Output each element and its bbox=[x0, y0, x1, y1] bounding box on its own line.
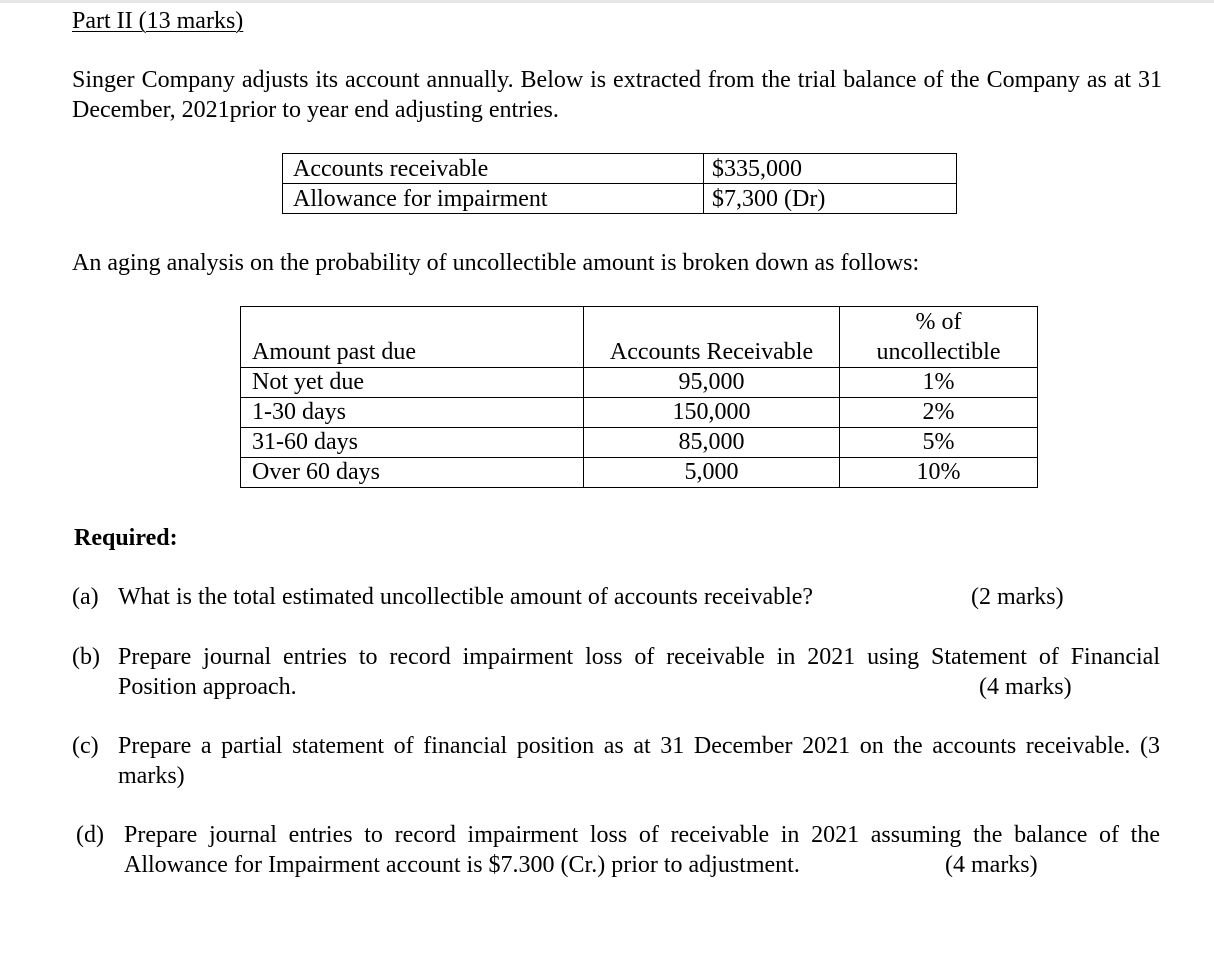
table-row bbox=[241, 398, 1038, 428]
ar-amount-cell: 85,000 bbox=[584, 428, 840, 458]
question-marks: (4 marks) bbox=[945, 852, 1038, 878]
question-d bbox=[72, 820, 1164, 880]
question-c bbox=[72, 731, 1164, 791]
question-label: (d) bbox=[76, 822, 104, 848]
aging-bucket-cell: 31-60 days bbox=[241, 428, 584, 458]
required-heading: Required: bbox=[74, 525, 178, 551]
header-pct-uncollectible bbox=[840, 307, 1038, 368]
header-amount-past-due: Amount past due bbox=[241, 307, 584, 368]
question-text: Prepare journal entries to record impairment loss of receivable in 2021 using Statement of Financial Position approach. bbox=[118, 644, 1160, 700]
aging-bucket-cell: Not yet due bbox=[241, 368, 584, 398]
question-label: (a) bbox=[72, 584, 99, 610]
header-pct-line1: % of bbox=[915, 309, 962, 335]
top-divider bbox=[0, 0, 1214, 3]
question-text: Prepare a partial statement of financial position as at 31 December 2021 on the accounts receivable. (3 marks) bbox=[118, 733, 1160, 789]
pct-cell: 10% bbox=[840, 458, 1038, 488]
question-label: (b) bbox=[72, 644, 100, 670]
account-amount-cell: $335,000 bbox=[704, 154, 957, 184]
pct-cell: 1% bbox=[840, 368, 1038, 398]
ar-amount-cell: 95,000 bbox=[584, 368, 840, 398]
account-name-cell: Allowance for impairment bbox=[283, 184, 704, 214]
question-text: What is the total estimated uncollectible amount of accounts receivable? bbox=[118, 584, 814, 610]
question-label: (c) bbox=[72, 733, 99, 759]
table-row bbox=[241, 428, 1038, 458]
part-title: Part II (13 marks) bbox=[72, 8, 244, 34]
aging-intro-text: An aging analysis on the probability of uncollectible amount is broken down as follows: bbox=[72, 250, 920, 276]
ar-amount-cell: 150,000 bbox=[584, 398, 840, 428]
pct-cell: 2% bbox=[840, 398, 1038, 428]
question-text: Prepare journal entries to record impairment loss of receivable in 2021 assuming the balance of the Allowance for Impairment account is $7.300 (Cr.) prior to adjustment. bbox=[124, 822, 1160, 878]
intro-paragraph: Singer Company adjusts its account annually. Below is extracted from the trial balance of the Company as at 31 December, 2021prior to year end adjusting entries. bbox=[72, 67, 1162, 123]
question-marks: (4 marks) bbox=[979, 674, 1072, 700]
trial-balance-table bbox=[282, 153, 957, 214]
table-row bbox=[241, 368, 1038, 398]
question-b bbox=[72, 642, 1164, 702]
table-row bbox=[241, 458, 1038, 488]
table-row bbox=[283, 184, 957, 214]
header-accounts-receivable: Accounts Receivable bbox=[584, 307, 840, 368]
account-amount-cell: $7,300 (Dr) bbox=[704, 184, 957, 214]
question-marks: (2 marks) bbox=[971, 584, 1064, 610]
aging-bucket-cell: 1-30 days bbox=[241, 398, 584, 428]
aging-bucket-cell: Over 60 days bbox=[241, 458, 584, 488]
ar-amount-cell: 5,000 bbox=[584, 458, 840, 488]
table-row bbox=[283, 154, 957, 184]
question-a bbox=[72, 582, 1164, 612]
pct-cell: 5% bbox=[840, 428, 1038, 458]
header-pct-line2: uncollectible bbox=[876, 339, 1001, 365]
table-header-row bbox=[241, 307, 1038, 368]
account-name-cell: Accounts receivable bbox=[283, 154, 704, 184]
aging-analysis-table bbox=[240, 306, 1038, 488]
